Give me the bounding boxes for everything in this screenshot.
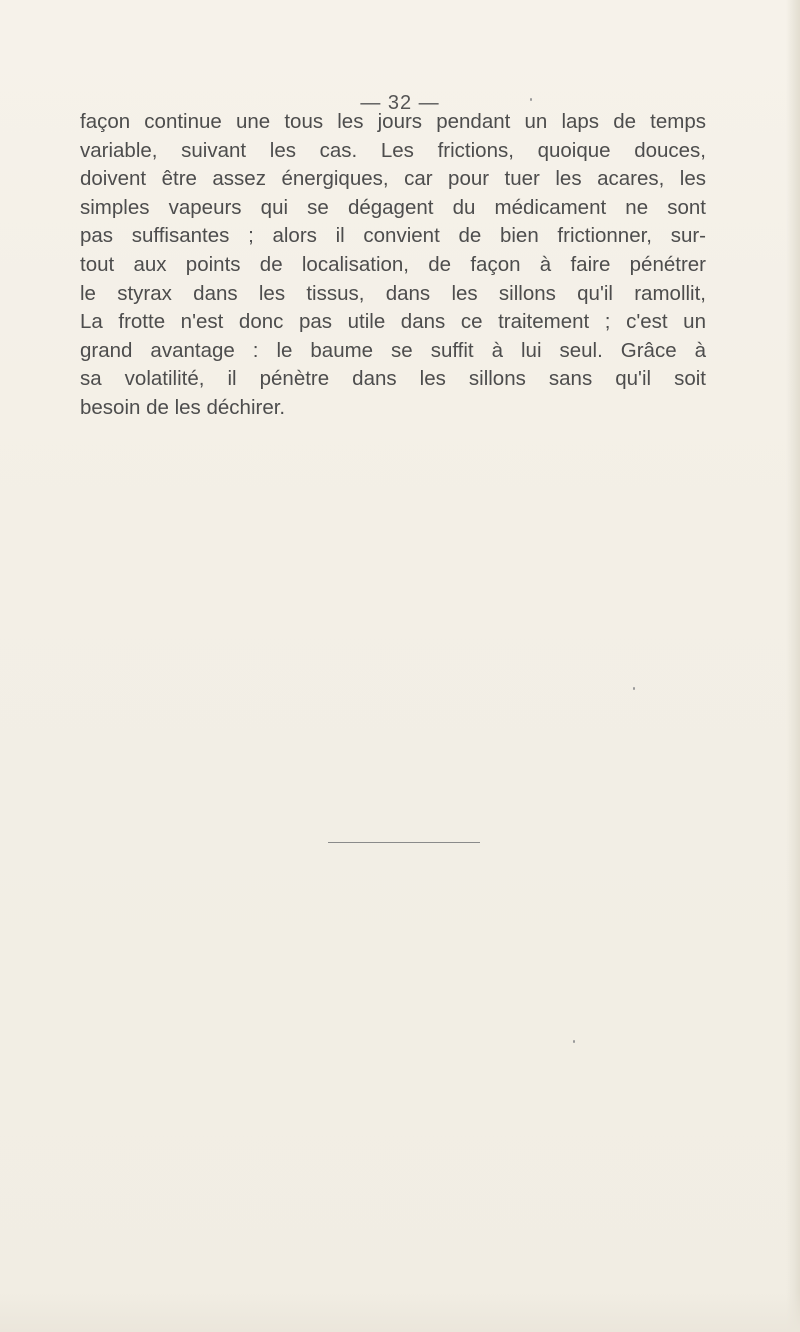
text-line: variable, suivant les cas. Les frictions, quoique douces, <box>80 138 706 162</box>
paper-speck <box>633 687 635 690</box>
page-number: — 32 — <box>360 92 440 114</box>
paper-speck <box>530 98 532 101</box>
text-line: doivent être assez énergiques, car pour tuer les acares, les <box>80 167 706 191</box>
text-line: le styrax dans les tissus, dans les sillons qu'il ramollit, <box>80 281 706 305</box>
text-line: façon continue une tous les jours pendant un laps de temps <box>80 110 706 133</box>
text-line: pas suffisantes ; alors il convient de bien frictionner, sur- <box>80 224 706 248</box>
scan-shadow-right <box>786 0 800 1332</box>
body-paragraph <box>80 108 706 423</box>
text-line: La frotte n'est donc pas utile dans ce traitement ; c'est un <box>80 310 706 334</box>
text-line: simples vapeurs qui se dégagent du médicament ne sont <box>80 195 706 219</box>
separator-rule <box>328 842 480 843</box>
text-line: tout aux points de localisation, de façon à faire pénétrer <box>80 252 706 276</box>
scan-shadow-bottom <box>0 1292 800 1332</box>
paper-speck <box>573 1040 575 1043</box>
text-line: besoin de les déchirer. <box>80 395 286 419</box>
text-line: grand avantage : le baume se suffit à lui seul. Grâce à <box>80 338 706 362</box>
text-line: sa volatilité, il pénètre dans les sillons sans qu'il soit <box>80 367 706 391</box>
